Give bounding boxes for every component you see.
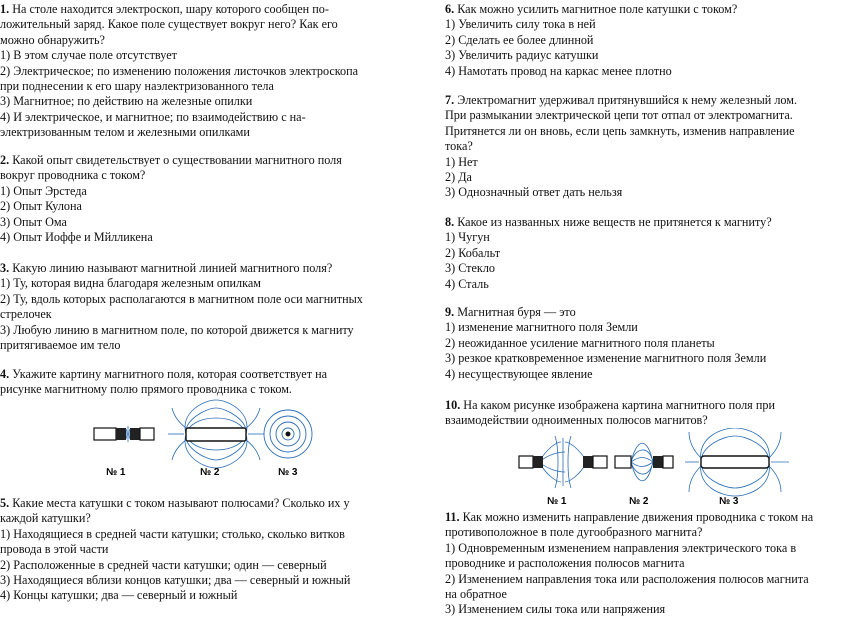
question-number: 4. [0, 367, 10, 381]
answer-option: проводнике и расположения полюсов магнита [445, 556, 685, 571]
question-text: Как можно усилить магнитное поле катушки с током? [454, 2, 738, 16]
question-text: Какие места катушки с током называют полюсами? Сколько их у [9, 496, 350, 510]
question-6 [445, 2, 855, 79]
answer-option: 4) И электрическое, и магнитное; по взаимодействию с на- [0, 109, 306, 124]
figure-label: № 1 [106, 467, 126, 478]
figure-label: № 2 [200, 467, 220, 478]
question-number: 7. [445, 93, 455, 107]
question-number: 2. [0, 153, 10, 167]
question-text: Укажите картину магнитного поля, которая соответствует на [9, 367, 327, 381]
q4-figure [88, 398, 318, 480]
figure-1-magnets [94, 426, 154, 442]
answer-option: 3) резкое кратковременное изменение магнитного поля Земли [445, 351, 767, 366]
question-text: На каком рисунке изображена картина магнитного поля при [460, 398, 775, 412]
answer-option: 1) изменение магнитного поля Земли [445, 320, 638, 335]
question-text: ложительный заряд. Какое поле существует вокруг него? Как его [0, 17, 338, 32]
question-text: На столе находится электроскоп, шару которого сообщен по- [9, 2, 329, 16]
figure-1-field-lines [539, 436, 587, 488]
question-10 [445, 398, 855, 429]
magnet-left-white [519, 456, 533, 468]
question-number: 6. [445, 2, 455, 16]
question-text: противоположное в поле дугообразного магнита? [445, 525, 703, 540]
question-text: При размыкании электрической цепи тот отпал от электромагнита. [445, 108, 793, 123]
answer-option: 4) несуществующее явление [445, 366, 593, 381]
answer-option: 3) Увеличить радиус катушки [445, 48, 599, 63]
question-2 [0, 153, 415, 245]
bar-magnet [701, 456, 769, 468]
answer-option: 3) Однозначный ответ дать нельзя [445, 185, 623, 200]
answer-option: 2) Да [445, 170, 472, 185]
answer-option: 1) Чугун [445, 230, 490, 245]
question-text: Магнитная буря — это [454, 305, 576, 319]
question-text: тока? [445, 139, 473, 154]
answer-option: 3) Изменением силы тока или напряжения [445, 602, 666, 617]
answer-option: провода в этой части [0, 542, 109, 557]
question-9 [445, 305, 855, 382]
answer-option: 3) Стекло [445, 261, 495, 276]
answer-option: 2) Кобальт [445, 245, 501, 260]
magnet-2-right [663, 456, 673, 468]
question-number: 11. [445, 510, 460, 524]
question-text: Какую линию называют магнитной линией магнитного поля? [9, 261, 333, 275]
question-number: 1. [0, 2, 10, 16]
question-text: Как можно изменить направление движения проводника с током на [459, 510, 814, 524]
answer-option: 3) Любую линию в магнитном поле, по которой движется к магниту [0, 322, 354, 337]
question-number: 5. [0, 496, 10, 510]
conductor-dot [286, 432, 291, 437]
answer-option: 2) Опыт Кулона [0, 199, 82, 214]
question-text: каждой катушки? [0, 511, 91, 526]
figure-label: № 3 [278, 467, 298, 478]
answer-option: 1) Находящиеся в средней части катушки; столько, сколько витков [0, 526, 345, 541]
question-text: взаимодействии одноименных полюсов магнитов? [445, 413, 708, 428]
answer-option: 1) Опыт Эрстеда [0, 183, 87, 198]
question-3 [0, 261, 415, 353]
magnet-2-dark [653, 456, 663, 468]
answer-option: 2) Изменением направления тока или расположения полюсов магнита [445, 571, 809, 586]
answer-option: 1) Ту, которая видна благодаря железным опилкам [0, 276, 261, 291]
magnetic-field-figure [88, 398, 318, 480]
answer-option: 1) Одновременным изменением направления электрического тока в [445, 540, 797, 555]
question-number: 9. [445, 305, 455, 319]
question-5 [0, 496, 415, 604]
question-4 [0, 367, 415, 398]
question-text: Притянется ли он вновь, если цепь замкнуть, изменив направление [445, 123, 795, 138]
question-text: Какой опыт свидетельствует о существовании магнитного поля [9, 153, 342, 167]
bar-magnet [186, 428, 246, 441]
answer-option: 4) Концы катушки; два — северный и южный [0, 588, 238, 603]
answer-option: на обратное [445, 587, 507, 602]
answer-option: притягиваемое им тело [0, 338, 121, 353]
question-11 [445, 510, 855, 618]
answer-option: 3) Опыт Ома [0, 214, 67, 229]
question-text: Электромагнит удерживал притянувшийся к нему железный лом. [454, 93, 798, 107]
question-text: вокруг проводника с током? [0, 168, 146, 183]
question-text: рисунке магнитному полю прямого проводника с током. [0, 382, 292, 397]
figure-label: № 1 [547, 496, 567, 507]
answer-option: 1) В этом случае поле отсутствует [0, 48, 177, 63]
question-8 [445, 215, 855, 292]
question-1 [0, 2, 415, 141]
answer-option: стрелочек [0, 307, 52, 322]
answer-option: 2) неожиданное усиление магнитного поля планеты [445, 335, 715, 350]
question-number: 8. [445, 215, 455, 229]
answer-option: 3) Находящиеся вблизи концов катушки; два — северный и южный [0, 573, 351, 588]
question-7 [445, 93, 855, 201]
answer-option: 1) Увеличить силу тока в ней [445, 17, 596, 32]
magnet-right-dark [583, 456, 593, 468]
answer-option: 4) Намотать провод на каркас менее плотно [445, 63, 672, 78]
figure-label: № 3 [719, 496, 739, 507]
answer-option: 2) Ту, вдоль которых располагаются в магнитном поле оси магнитных [0, 291, 363, 306]
question-number: 3. [0, 261, 10, 275]
answer-option: 4) Сталь [445, 276, 489, 291]
answer-option: 4) Опыт Иоффе и Мйлликена [0, 230, 153, 245]
answer-option: 1) Нет [445, 154, 478, 169]
magnet-right-white [593, 456, 607, 468]
magnet-left-dark [533, 456, 543, 468]
question-number: 10. [445, 398, 461, 412]
answer-option: 2) Сделать ее более длинной [445, 32, 594, 47]
question-text: Какое из названных ниже веществ не притянется к магниту? [454, 215, 772, 229]
question-text: можно обнаружить? [0, 32, 105, 47]
answer-option: 2) Расположенные в средней части катушки; один — северный [0, 557, 327, 572]
answer-option: при поднесении к его шару наэлектризованного тела [0, 79, 274, 94]
answer-option: 3) Магнитное; по действию на железные опилки [0, 94, 253, 109]
magnet-2-left [615, 456, 631, 468]
q10-figure [517, 428, 797, 512]
answer-option: электризованным телом и железными опилками [0, 125, 250, 140]
figure-label: № 2 [629, 496, 649, 507]
answer-option: 2) Электрическое; по изменению положения листочков электроскопа [0, 63, 359, 78]
figure-2-field-lines [631, 443, 653, 481]
like-poles-figure [517, 428, 797, 512]
